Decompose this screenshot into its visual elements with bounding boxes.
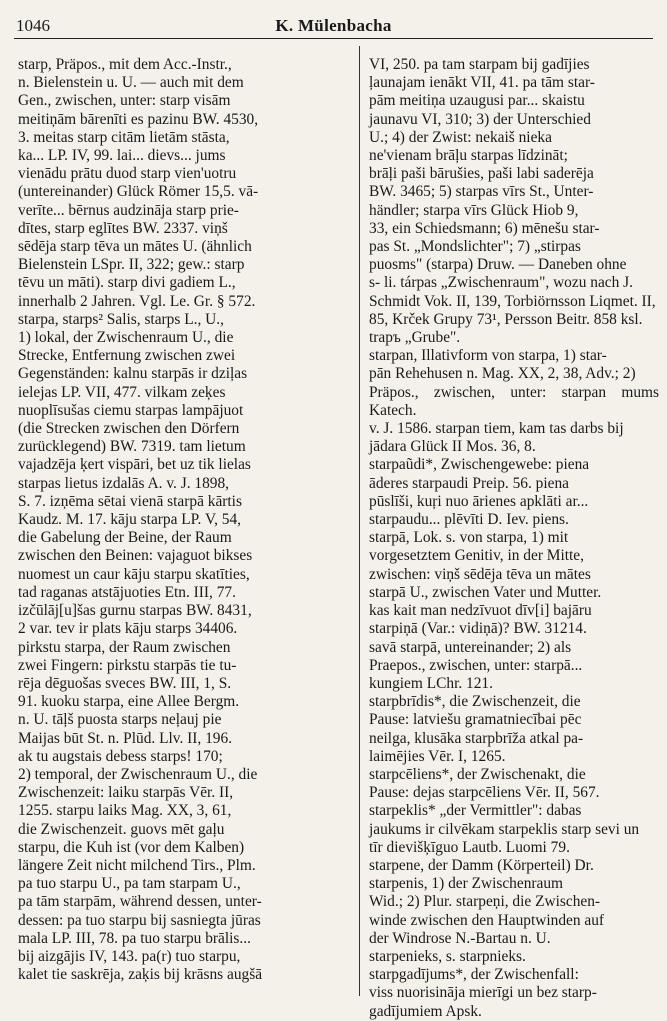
right-text-line: 85, Krček Grupy 73¹, Persson Beitr. 858 ksl. [369, 310, 643, 328]
right-text-line: v. J. 1586. starpan tiem, kam tas darbs bij [369, 420, 624, 438]
left-text-line: n. Bielenstein u. U. — auch mit dem [18, 74, 244, 92]
right-text-line: U.; 4) der Zwist: nekaiš nieka [369, 128, 552, 146]
right-text-line: BW. 3465; 5) starpas vīrs St., Unter- [369, 183, 594, 201]
left-text-line: die Gabelung der Beine, der Raum [18, 529, 232, 547]
left-text-line: (die Strecken zwischen den Dörfern [18, 420, 240, 438]
right-text-line: starpan, Illativform von starpa, 1) star- [369, 347, 607, 365]
left-text-line: n. U. tāļš puosta starps neļauj pie [18, 711, 222, 729]
right-text-line: starpenieks, s. starpnieks. [369, 947, 526, 965]
left-text-line: zurücklegend) BW. 7319. tam lietum [18, 438, 246, 456]
left-text-line: izčūlāj[u]šas gurnu starpas BW. 8431, [18, 602, 252, 620]
left-text-line: rēja dēguošas sveces BW. III, 1, S. [18, 674, 232, 692]
right-text-line: der Windrose N.-Bartau n. U. [369, 929, 551, 947]
right-text-line: neilga, klusāka starpbrīža atkal pa- [369, 729, 584, 747]
right-text-line: pān Rehehusen n. Mag. XX, 2, 38, Adv.; 2) [369, 365, 636, 383]
left-text-line: verīte... bērnus audzināja starp prie- [18, 201, 239, 219]
left-text-line: (untereinander) Glück Römer 15,5. vā- [18, 183, 259, 201]
right-text-line: viss nuorisināja mierīgi un bez starp- [369, 984, 597, 1002]
right-text-line: starpā U., zwischen Vater und Mutter. [369, 583, 602, 601]
right-text-line: starpiņā (Var.: vidiņā)? BW. 31214. [369, 620, 587, 638]
left-text-line: Strecke, Entfernung zwischen zwei [18, 347, 236, 365]
right-text-line: Schmidt Vok. II, 139, Torbiörnsson Liqmet. II, [369, 292, 656, 310]
right-text-line: Pause: latviešu gramatniecībai pēc [369, 711, 582, 729]
right-text-line: vorgesetztem Genitiv, in der Mitte, [369, 547, 584, 565]
right-text-line: zwischen: viņš sēdēja tēva un mātes [369, 565, 591, 583]
right-text-line: kungiem LChr. 121. [369, 674, 493, 692]
right-text-line: starpbrīdis*, die Zwischenzeit, die [369, 693, 581, 711]
right-text-line: pām meitiņa uzaugusi par... skaistu [369, 92, 585, 110]
right-text-line: ļaunajam ienākt VII, 41. pa tām star- [369, 74, 595, 92]
right-text-line: starpeklis* „der Vermittler": dabas [369, 802, 582, 820]
right-text-line: jaunavu VI, 310; 3) der Unterschied [369, 110, 591, 128]
running-head: K. Mülenbacha [275, 16, 392, 35]
left-text-line: 3. meitas starp citām lietām stāsta, [18, 128, 230, 146]
left-text-line: Maijas būt St. n. Plūd. Llv. II, 196. [18, 729, 233, 747]
left-text-line: pa tām starpām, während dessen, unter- [18, 893, 262, 911]
right-text-line: winde zwischen den Hauptwinden auf [369, 911, 605, 929]
right-text-line: händler; starpa vīrs Glück Hiob 9, [369, 201, 579, 219]
left-text-line: die Zwischenzeit. guovs mēt gaļu [18, 820, 225, 838]
right-text-line: Pause: dejas starpcēliens Vēr. II, 567. [369, 784, 600, 802]
right-text-line: 33, ein Schiedsmann; 6) mēnešu star- [369, 219, 600, 237]
right-text-line: puosms" (starpa) Druw. — Daneben ohne [369, 256, 627, 274]
right-text-line: starpenis, 1) der Zwischenraum [369, 875, 564, 893]
left-text-line: starpas lietus izdalās A. v. J. 1898, [18, 474, 230, 492]
right-text-line: starpaudu... plēvīti D. Iev. piens. [369, 511, 569, 529]
right-text-line: ne'vienam brāļu starpas līdzināt; [369, 147, 568, 165]
left-text-line: mala LP. III, 78. pa tuo starpu brālis... [18, 929, 251, 947]
left-text-line: dessen: pa tuo starpu bij sasniegta jūras [18, 911, 261, 929]
left-text-line: kalet tie saskrēja, zaķis bij krāsns augšā [18, 966, 263, 984]
right-text-line: starpene, der Damm (Körperteil) Dr. [369, 856, 594, 874]
left-text-line: Gegenständen: kalnu starpās ir dziļas [18, 365, 248, 383]
left-text-line: vajadzēja ķert vispāri, bet uz tik lielas [18, 456, 251, 474]
right-text-line: starpcēliens*, der Zwischenakt, die [369, 765, 586, 783]
right-text-line: trapъ „Grube". [369, 329, 461, 347]
left-text-line: längere Zeit nicht milchend Tirs., Plm. [18, 856, 256, 874]
left-text-line: tēvu un māti). starp divi gadiem L., [18, 274, 236, 292]
left-text-line: Gen., zwischen, unter: starp visām [18, 92, 231, 110]
left-text-line: Kaudz. M. 17. kāju starpa LP. V, 54, [18, 511, 242, 529]
left-text-line: pirkstu starpa, der Raum zwischen [18, 638, 231, 656]
right-text-line: kas kait man nedzīvuot dīv[i] bajāru [369, 602, 592, 620]
left-text-line: ak tu augstais debess starps! 170; [18, 747, 223, 765]
right-text-line: gadījumiem Apsk. [369, 1002, 482, 1020]
right-text-line: jādara Glück II Mos. 36, 8. [369, 438, 536, 456]
left-text-line: ka... LP. IV, 99. lai... dievs... jums [18, 147, 226, 165]
left-text-line: Bielenstein LSpr. II, 322; gew.: starp [18, 256, 245, 274]
page-header [14, 10, 653, 39]
left-text-line: sēdēja starp tēva un mātes U. (ähnlich [18, 238, 252, 256]
column-divider [359, 46, 360, 996]
right-text-line: Praepos., zwischen, unter: starpā... [369, 656, 583, 674]
right-column [369, 56, 659, 1021]
left-text-line: starpa, starps² Salis, starps L., U., [18, 310, 224, 328]
left-text-line: meitiņām bārenīti es pazinu BW. 4530, [18, 110, 259, 128]
right-text-line: starpaũdi*, Zwischengewebe: piena [369, 456, 590, 474]
left-text-line: ielejas LP. VII, 477. vilkam zeķes [18, 383, 226, 401]
left-text-line: 2) temporal, der Zwischenraum U., die [18, 765, 258, 783]
page-number: 1046 [16, 16, 50, 35]
right-text-line: savā starpā, untereinander; 2) als [369, 638, 572, 656]
left-text-line: tad raganas atstājuoties Etn. III, 77. [18, 583, 236, 601]
left-text-line: 1) lokal, der Zwischenraum U., die [18, 329, 234, 347]
right-text-line: pas St. „Mondslichter"; 7) „stirpas [369, 238, 581, 256]
left-text-line: starp, Präpos., mit dem Acc.-Instr., [18, 56, 232, 73]
left-text-line: S. 7. izņēma sētai vienā starpā kārtis [18, 492, 242, 510]
right-text-line: brāļi paši bārušies, paši labi saderēja [369, 165, 594, 183]
left-text-line: vienādu prātu duod starp vien'uotru [18, 165, 237, 183]
left-text-line: pa tuo starpu U., pa tam starpam U., [18, 875, 241, 893]
left-text-line: nuoplīsušas ciemu starpas lampājuot [18, 401, 244, 419]
left-text-line: nuomest un caur kāju starpu skatīties, [18, 565, 250, 583]
right-text-line: VI, 250. pa tam starpam bij gadījies [369, 56, 590, 73]
left-text-line: 1255. starpu laiks Mag. XX, 3, 61, [18, 802, 232, 820]
right-text-line: pūslīši, kuŗi nuo ārienes apklāti ar... [369, 492, 589, 510]
left-text-line: innerhalb 2 Jahren. Vgl. Le. Gr. § 572. [18, 292, 256, 310]
left-text-line: dītes, starp eglītes BW. 2337. viņš [18, 219, 228, 237]
left-text-line: Zwischenzeit: laiku starpās Vēr. II, [18, 784, 234, 802]
left-text-line: zwei Fingern: pirkstu starpās tie tu- [18, 656, 237, 674]
right-text-line: jaukums ir cilvēkam starpeklis starp sevi un [369, 820, 640, 838]
left-text-line: starpu, die Kuh ist (vor dem Kalben) [18, 838, 245, 856]
left-text-line: 91. kuoku starpa, eine Allee Bergm. [18, 693, 240, 711]
right-text-line: laimējies Vēr. I, 1265. [369, 747, 506, 765]
left-text-line: zwischen den Beinen: vajaguot bikses [18, 547, 253, 565]
right-text-line: s- li. tárpas „Zwischenraum", wozu nach J. [369, 274, 633, 292]
right-text-line: tīr dievišķīguo Lautb. Luomi 79. [369, 838, 570, 856]
left-text-line: 2 var. tev ir plats kāju starps 34406. [18, 620, 238, 638]
right-text-line: Wid.; 2) Plur. starpeņi, die Zwischen- [369, 893, 601, 911]
right-text-line: āderes starpaudi Preip. 56. piena [369, 474, 570, 492]
right-text-line: starpā, Lok. s. von starpa, 1) mit [369, 529, 569, 547]
right-text-line: starpgadījums*, der Zwischenfall: [369, 966, 579, 984]
left-text-line: bij aizgājis IV, 143. pa(r) tuo starpu, [18, 947, 241, 965]
left-column [18, 56, 352, 984]
right-text-line: Präpos., zwischen, unter: starpan mums Katech. [369, 383, 659, 419]
